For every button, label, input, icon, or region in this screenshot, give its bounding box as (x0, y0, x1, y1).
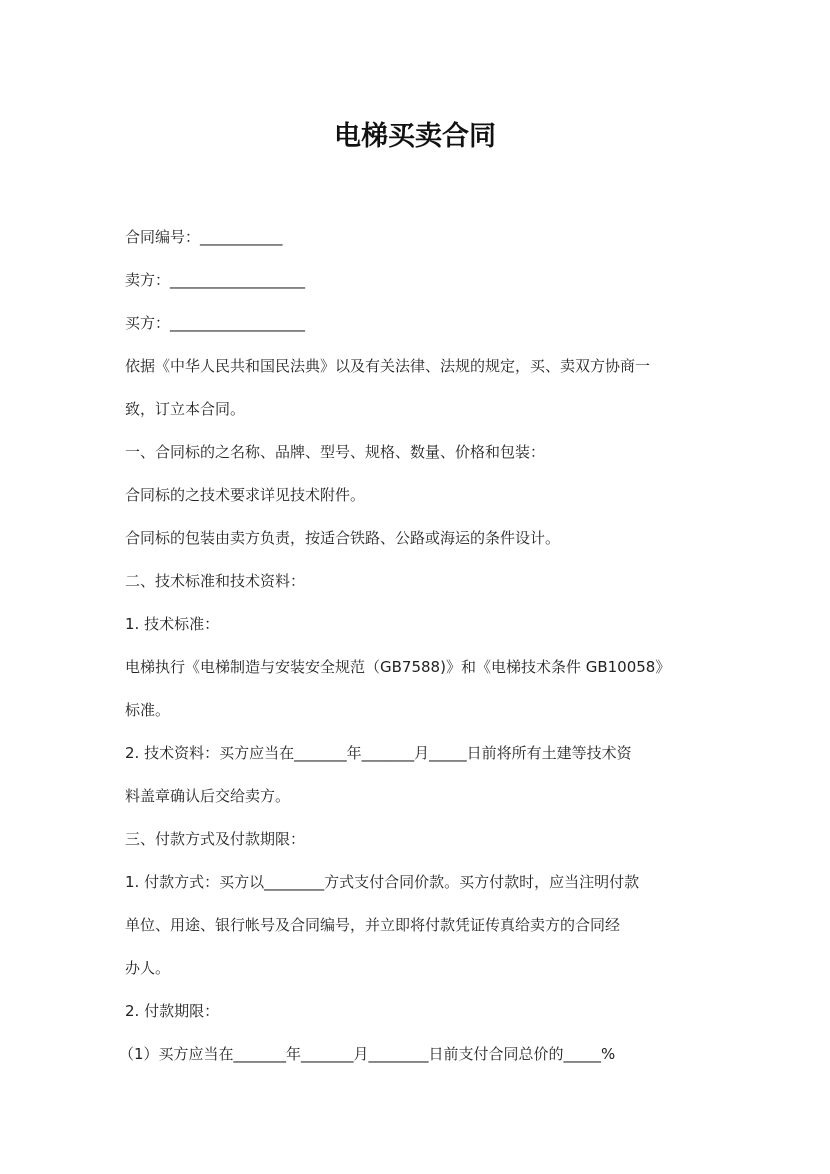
paragraph-line: 致，订立本合同。 (125, 400, 246, 418)
document-title: 电梯买卖合同 (334, 121, 496, 152)
paragraph-line: 办人。 (125, 959, 171, 977)
paragraph-line: 料盖章确认后交给卖方。 (125, 787, 291, 805)
paragraph-line: 单位、用途、银行帐号及合同编号，并立即将付款凭证传真给卖方的合同经 (125, 916, 621, 934)
buyer-line: 买方：__________________ (125, 314, 306, 332)
seller-line: 卖方：__________________ (125, 271, 306, 289)
section-heading: 三、付款方式及付款期限： (125, 830, 306, 848)
paragraph-line: （1）买方应当在_______年_______月________日前支付合同总价的_____% (119, 1045, 616, 1063)
section-heading: 二、技术标准和技术资料： (125, 572, 306, 590)
paragraph-line: 标准。 (125, 701, 171, 719)
document-body (119, 225, 725, 1085)
paragraph-line: 依据《中华人民共和国民法典》以及有关法律、法规的规定，买、卖双方协商一 (125, 357, 651, 375)
subsection-heading: 1. 技术标准： (125, 615, 220, 633)
paragraph-line: 1. 付款方式：买方以________方式支付合同价款。买方付款时，应当注明付款 (125, 873, 640, 891)
subsection-heading: 2. 付款期限： (125, 1002, 220, 1020)
paragraph-line: 2. 技术资料：买方应当在_______年_______月_____日前将所有土建等技术资 (125, 744, 632, 762)
section-heading: 一、合同标的之名称、品牌、型号、规格、数量、价格和包装： (125, 443, 546, 461)
paragraph-line: 电梯执行《电梯制造与安装安全规范（GB7588)》和《电梯技术条件 GB10058》 (125, 658, 671, 676)
paragraph-line: 合同标的包装由卖方负责，按适合铁路、公路或海运的条件设计。 (125, 529, 561, 547)
contract-number-line: 合同编号：___________ (125, 228, 283, 246)
paragraph-line: 合同标的之技术要求详见技术附件。 (125, 486, 366, 504)
